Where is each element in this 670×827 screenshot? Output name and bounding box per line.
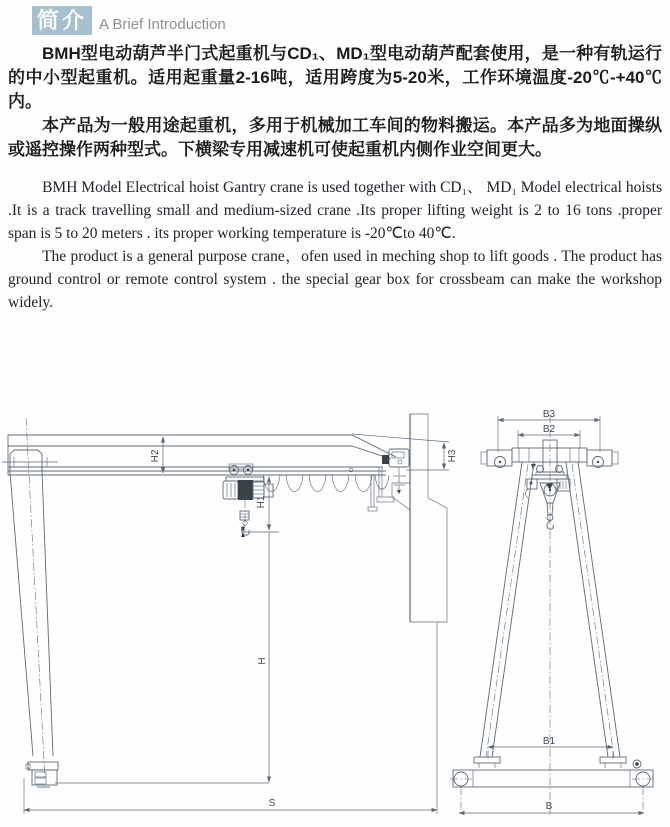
- dim-label-b3: B3: [542, 409, 556, 420]
- dim-label-s: S: [268, 798, 276, 809]
- dim-label-h3: H3: [447, 449, 458, 463]
- bottom-beam: [450, 760, 654, 787]
- paragraph-en-2: The product is a general purpose crane，ofen used in meching shop to lift goods . The product has ground control or remote control system . the special gear box for crossbeam can make the workshop widely.: [8, 248, 662, 311]
- intro-chinese: [8, 42, 662, 162]
- side-dimensions: [459, 409, 644, 816]
- front-view-drawing: [2, 414, 458, 814]
- dim-label-b1: B1: [542, 736, 556, 747]
- intro-english: [8, 176, 662, 314]
- dim-label-h: H: [257, 657, 268, 665]
- section-badge: 简介: [32, 6, 92, 35]
- festoon-cables: [263, 475, 389, 492]
- left-leg: [2, 418, 58, 787]
- section-header: [32, 5, 226, 35]
- dim-label-h2: H2: [150, 449, 161, 463]
- dim-label-h1: H1: [256, 495, 267, 509]
- paragraph-en-1: BMH Model Electrical hoist Gantry crane is used together with CD₁、 MD₁ Model electrical hoists .It is a track travelling small and medium-sized crane .Its proper lifting weight is 2 to 16 tons .proper span is 5 to 20 meters . its proper working temperature is -20℃to 40℃.: [8, 179, 662, 242]
- wall-section: [392, 414, 447, 622]
- paragraph-zh-2: 本产品为一般用途起重机，多用于机械加工车间的物料搬运。本产品多为地面操纵或遥控操作两种型式。下横梁专用减速机可使起重机内侧作业空间更大。: [8, 116, 662, 159]
- main-girder: [8, 435, 396, 475]
- top-saddle-beam: [481, 448, 618, 469]
- technical-drawings: [0, 380, 670, 827]
- paragraph-zh-1: BMH型电动葫芦半门式起重机与CD₁、MD₁型电动葫芦配套使用，是一种有轨运行的中小型起重机。适用起重量2-16吨，适用跨度为5-20米，工作环境温度-20℃-+40℃内。: [8, 44, 662, 111]
- section-title: A Brief Introduction: [99, 16, 226, 33]
- side-view-drawing: [450, 409, 654, 817]
- dim-label-b2: B2: [542, 424, 556, 435]
- dim-label-b: B: [545, 801, 553, 812]
